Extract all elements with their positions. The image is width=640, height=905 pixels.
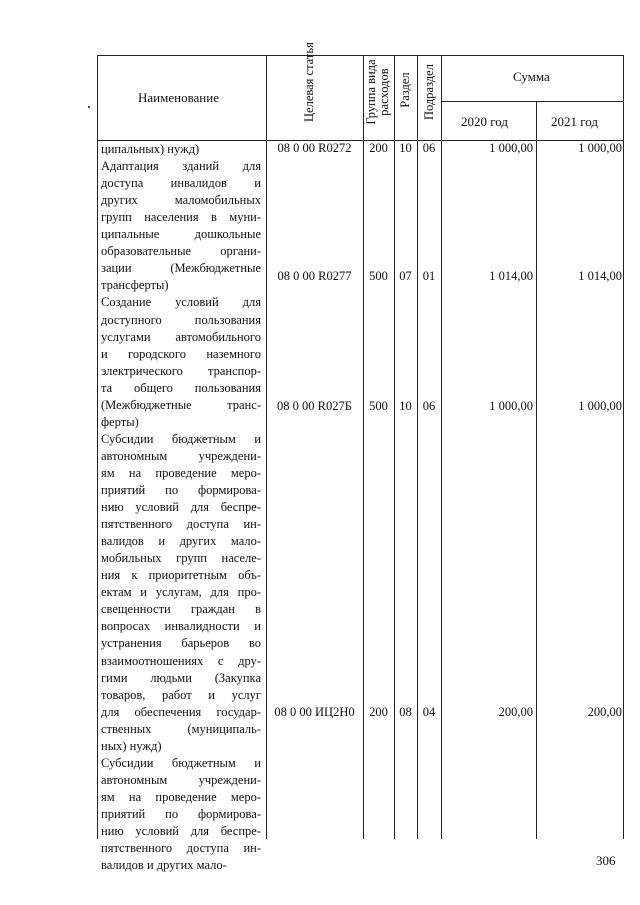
- name-text-line: ципальных) нужд): [101, 142, 200, 156]
- name-text-line: товаров, работ и услуг: [101, 687, 261, 702]
- name-text-line: Адаптация зданий для: [101, 159, 261, 174]
- row1-sum-2021: 1 000,00: [578, 141, 622, 155]
- name-text-line: автономным учреждени-: [101, 772, 261, 787]
- row4-sum-2021: 200,00: [587, 705, 622, 719]
- name-text-line: Создание условий для: [101, 295, 261, 310]
- row3-code: 08 0 00 R027Б: [277, 399, 352, 413]
- name-text-line: приятий по формирова-: [101, 806, 261, 821]
- header-year-2020: 2020 год: [461, 114, 508, 129]
- col-divider-years: [536, 101, 537, 839]
- col-divider-name: [266, 55, 267, 839]
- name-text-line: образовательные органи-: [101, 244, 261, 259]
- row2-sum-2021: 1 014,00: [578, 269, 622, 283]
- row1-group: 200: [369, 141, 388, 155]
- name-text-line: взаимоотношениях с дру-: [101, 653, 261, 668]
- row2-section: 07: [399, 269, 412, 283]
- row1-subsection: 06: [422, 141, 436, 155]
- row4-section: 08: [399, 705, 412, 719]
- table-border-right: [623, 55, 624, 839]
- name-text-line: пятственного доступа ин-: [101, 517, 261, 532]
- header-name: Наименование: [138, 90, 219, 105]
- name-text-line: ния к приоритетным объ-: [101, 568, 261, 583]
- name-text-line: ципальные дошкольные: [101, 227, 261, 242]
- name-text-line: ных) нужд): [101, 738, 162, 753]
- row4-subsection: 04: [422, 705, 436, 719]
- header-subsection: Подраздел: [422, 64, 436, 120]
- row2-code: 08 0 00 R0277: [277, 269, 352, 283]
- row3-section: 10: [399, 399, 412, 413]
- name-text-line: мобильных групп населе-: [101, 551, 261, 566]
- name-text-line: ферты): [101, 414, 139, 429]
- row1-code: 08 0 00 R0272: [277, 141, 352, 155]
- row4-sum-2020: 200,00: [498, 705, 533, 719]
- header-year-2021: 2021 год: [551, 114, 598, 129]
- name-text-line: (Межбюджетные транс-: [101, 397, 261, 412]
- name-text-line: валидов и других мало-: [101, 534, 261, 549]
- col-divider-group: [394, 55, 395, 839]
- row4-group: 200: [369, 705, 388, 719]
- name-text-line: для обеспечения государ-: [101, 704, 261, 719]
- name-text-line: ям на проведение меро-: [101, 465, 261, 480]
- name-text-line: ектам и услугам, для про-: [101, 585, 261, 600]
- row3-sum-2020: 1 000,00: [489, 399, 533, 413]
- table-border-left: [97, 55, 98, 839]
- name-text-line: услугами автомобильного: [101, 329, 261, 344]
- name-text-line: доступного пользования: [101, 312, 261, 327]
- name-text-line: нию условий для беспре-: [101, 824, 261, 838]
- name-text-line: та общего пользования: [101, 380, 261, 395]
- header-target-article: Целевая статья: [302, 42, 316, 122]
- name-text-line: ям на проведение меро-: [101, 789, 261, 804]
- name-text-line: нию условий для беспре-: [101, 500, 261, 515]
- row3-sum-2021: 1 000,00: [578, 399, 622, 413]
- header-sum: Сумма: [513, 69, 550, 84]
- col-divider-subsection: [441, 55, 442, 839]
- scan-speck: [88, 106, 90, 108]
- table-border-top: [97, 55, 624, 56]
- row2-subsection: 01: [422, 269, 436, 283]
- row1-section: 10: [399, 141, 412, 155]
- name-text-line: доступа инвалидов и: [101, 176, 261, 191]
- name-text-line: ственных (муниципаль-: [101, 721, 261, 736]
- row2-sum-2020: 1 014,00: [489, 269, 533, 283]
- name-text-line: и городского наземного: [101, 346, 261, 361]
- col-divider-code: [363, 55, 364, 839]
- name-text-line: зации (Межбюджетные: [101, 261, 261, 276]
- header-section: Раздел: [398, 72, 412, 108]
- row4-code: 08 0 00 ИЦ2Н0: [274, 705, 355, 719]
- name-text-line: валидов и других мало-: [101, 858, 227, 873]
- header-expense-group: Группа вида расходов: [364, 59, 391, 125]
- name-text-line: приятий по формирова-: [101, 483, 261, 497]
- row2-group: 500: [369, 269, 388, 283]
- col-divider-section: [417, 55, 418, 839]
- name-text-line: пятственного доступа ин-: [101, 841, 261, 856]
- name-text-line: вопросах инвалидности и: [101, 619, 261, 634]
- name-text-line: Субсидии бюджетным и: [101, 431, 261, 446]
- name-text-line: свещенности граждан в: [101, 602, 261, 617]
- name-text-line: гими людьми (Закупка: [101, 670, 261, 685]
- name-text-line: Субсидии бюджетным и: [101, 755, 261, 770]
- name-text-line: автономным учреждени-: [101, 448, 261, 463]
- sum-subheader-divider: [441, 101, 624, 102]
- row3-group: 500: [369, 399, 388, 413]
- name-text-line: групп населения в муни-: [101, 210, 261, 225]
- name-text-line: устранения барьеров во: [101, 636, 261, 651]
- row3-subsection: 06: [422, 399, 436, 413]
- name-text-line: трансферты): [101, 278, 169, 293]
- page-number: 306: [596, 853, 616, 868]
- name-text-line: других маломобильных: [101, 193, 261, 208]
- row1-sum-2020: 1 000,00: [489, 141, 533, 155]
- name-text-line: электрического транспор-: [101, 363, 261, 378]
